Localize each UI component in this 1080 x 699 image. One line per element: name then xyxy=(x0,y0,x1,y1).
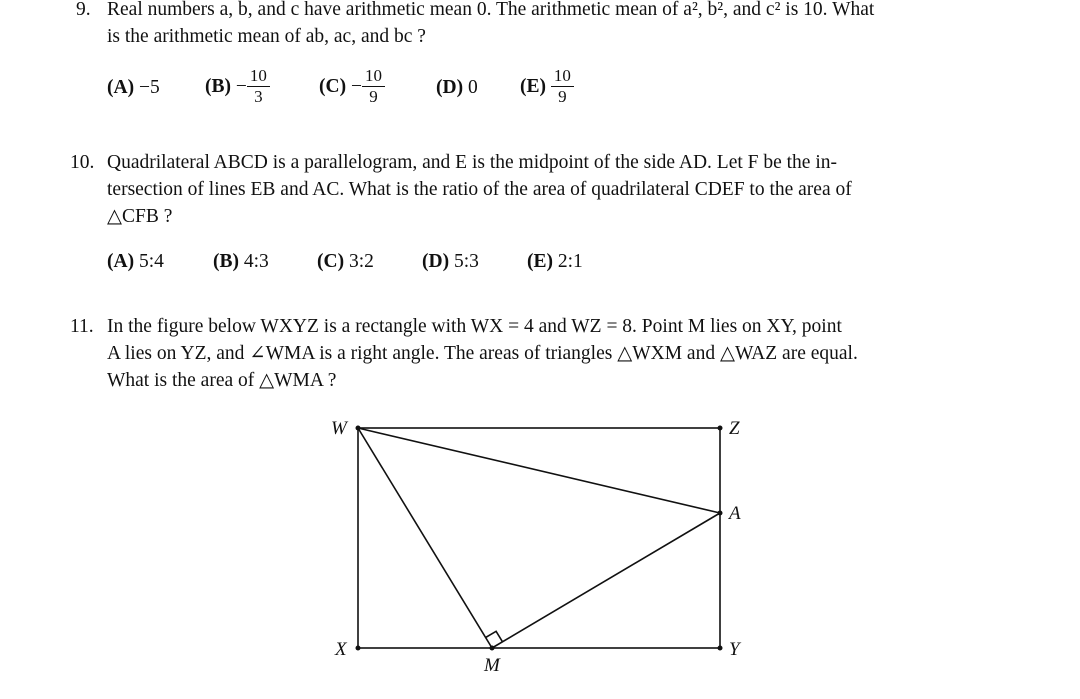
p9-choice-e: (E) $\frac{10}{9}$ xyxy=(520,66,574,107)
p10-choice-d: (D) 5:3 xyxy=(422,251,479,272)
label-x: X xyxy=(335,639,347,660)
p10-choice-e: (E) 2:1 xyxy=(527,251,583,272)
label-w: W xyxy=(331,418,347,439)
segment-wa xyxy=(358,428,720,513)
label-a: A xyxy=(729,503,741,524)
point-w xyxy=(356,426,361,431)
problem-9-line-2: is the arithmetic mean of ab, ac, and bc ? xyxy=(107,26,426,47)
p9-choice-a: (A) −5 xyxy=(107,77,160,98)
problem-10-number: 10. xyxy=(70,152,95,173)
problem-11-number: 11. xyxy=(70,316,94,337)
fraction-10-over-9-negative: $\frac{10}{9}$ xyxy=(362,66,385,107)
label-y: Y xyxy=(729,639,740,660)
p10-choice-a: (A) 5:4 xyxy=(107,251,164,272)
problem-9-line-1: Real numbers a, b, and c have arithmetic mean 0. The arithmetic mean of a², b², and c² is 10. What xyxy=(107,0,875,20)
point-x xyxy=(356,646,361,651)
segment-ma xyxy=(492,513,720,648)
segment-wm xyxy=(358,428,492,648)
rectangle-wxyz xyxy=(358,428,720,648)
problem-10-line-3: △CFB ? xyxy=(107,206,173,227)
problem-9-number: 9. xyxy=(76,0,91,20)
problem-10-line-2: tersection of lines EB and AC. What is the ratio of the area of quadrilateral CDEF to the area of xyxy=(107,179,852,200)
problem-10-line-1: Quadrilateral ABCD is a parallelogram, and E is the midpoint of the side AD. Let F be the in- xyxy=(107,152,838,173)
p9-choice-d: (D) 0 xyxy=(436,77,478,98)
label-m: M xyxy=(484,655,500,676)
fraction-10-over-9: $\frac{10}{9}$ xyxy=(551,66,574,107)
problem-11-line-2: A lies on YZ, and ∠WMA is a right angle. The areas of triangles △WXM and △WAZ are equal. xyxy=(107,343,858,364)
p10-choice-b: (B) 4:3 xyxy=(213,251,269,272)
problem-11-line-3: What is the area of △WMA ? xyxy=(107,370,337,391)
point-y xyxy=(718,646,723,651)
point-a xyxy=(718,511,723,516)
label-z: Z xyxy=(729,418,740,439)
point-m xyxy=(490,646,495,651)
p9-choice-b: (B) − $\frac{10}{3}$ xyxy=(205,66,270,107)
point-z xyxy=(718,426,723,431)
p10-choice-c: (C) 3:2 xyxy=(317,251,374,272)
fraction-10-over-3: $\frac{10}{3}$ xyxy=(247,66,270,107)
problem-11-line-1: In the figure below WXYZ is a rectangle with WX = 4 and WZ = 8. Point M lies on XY, point xyxy=(107,316,842,337)
p9-choice-c: (C) − $\frac{10}{9}$ xyxy=(319,66,385,107)
